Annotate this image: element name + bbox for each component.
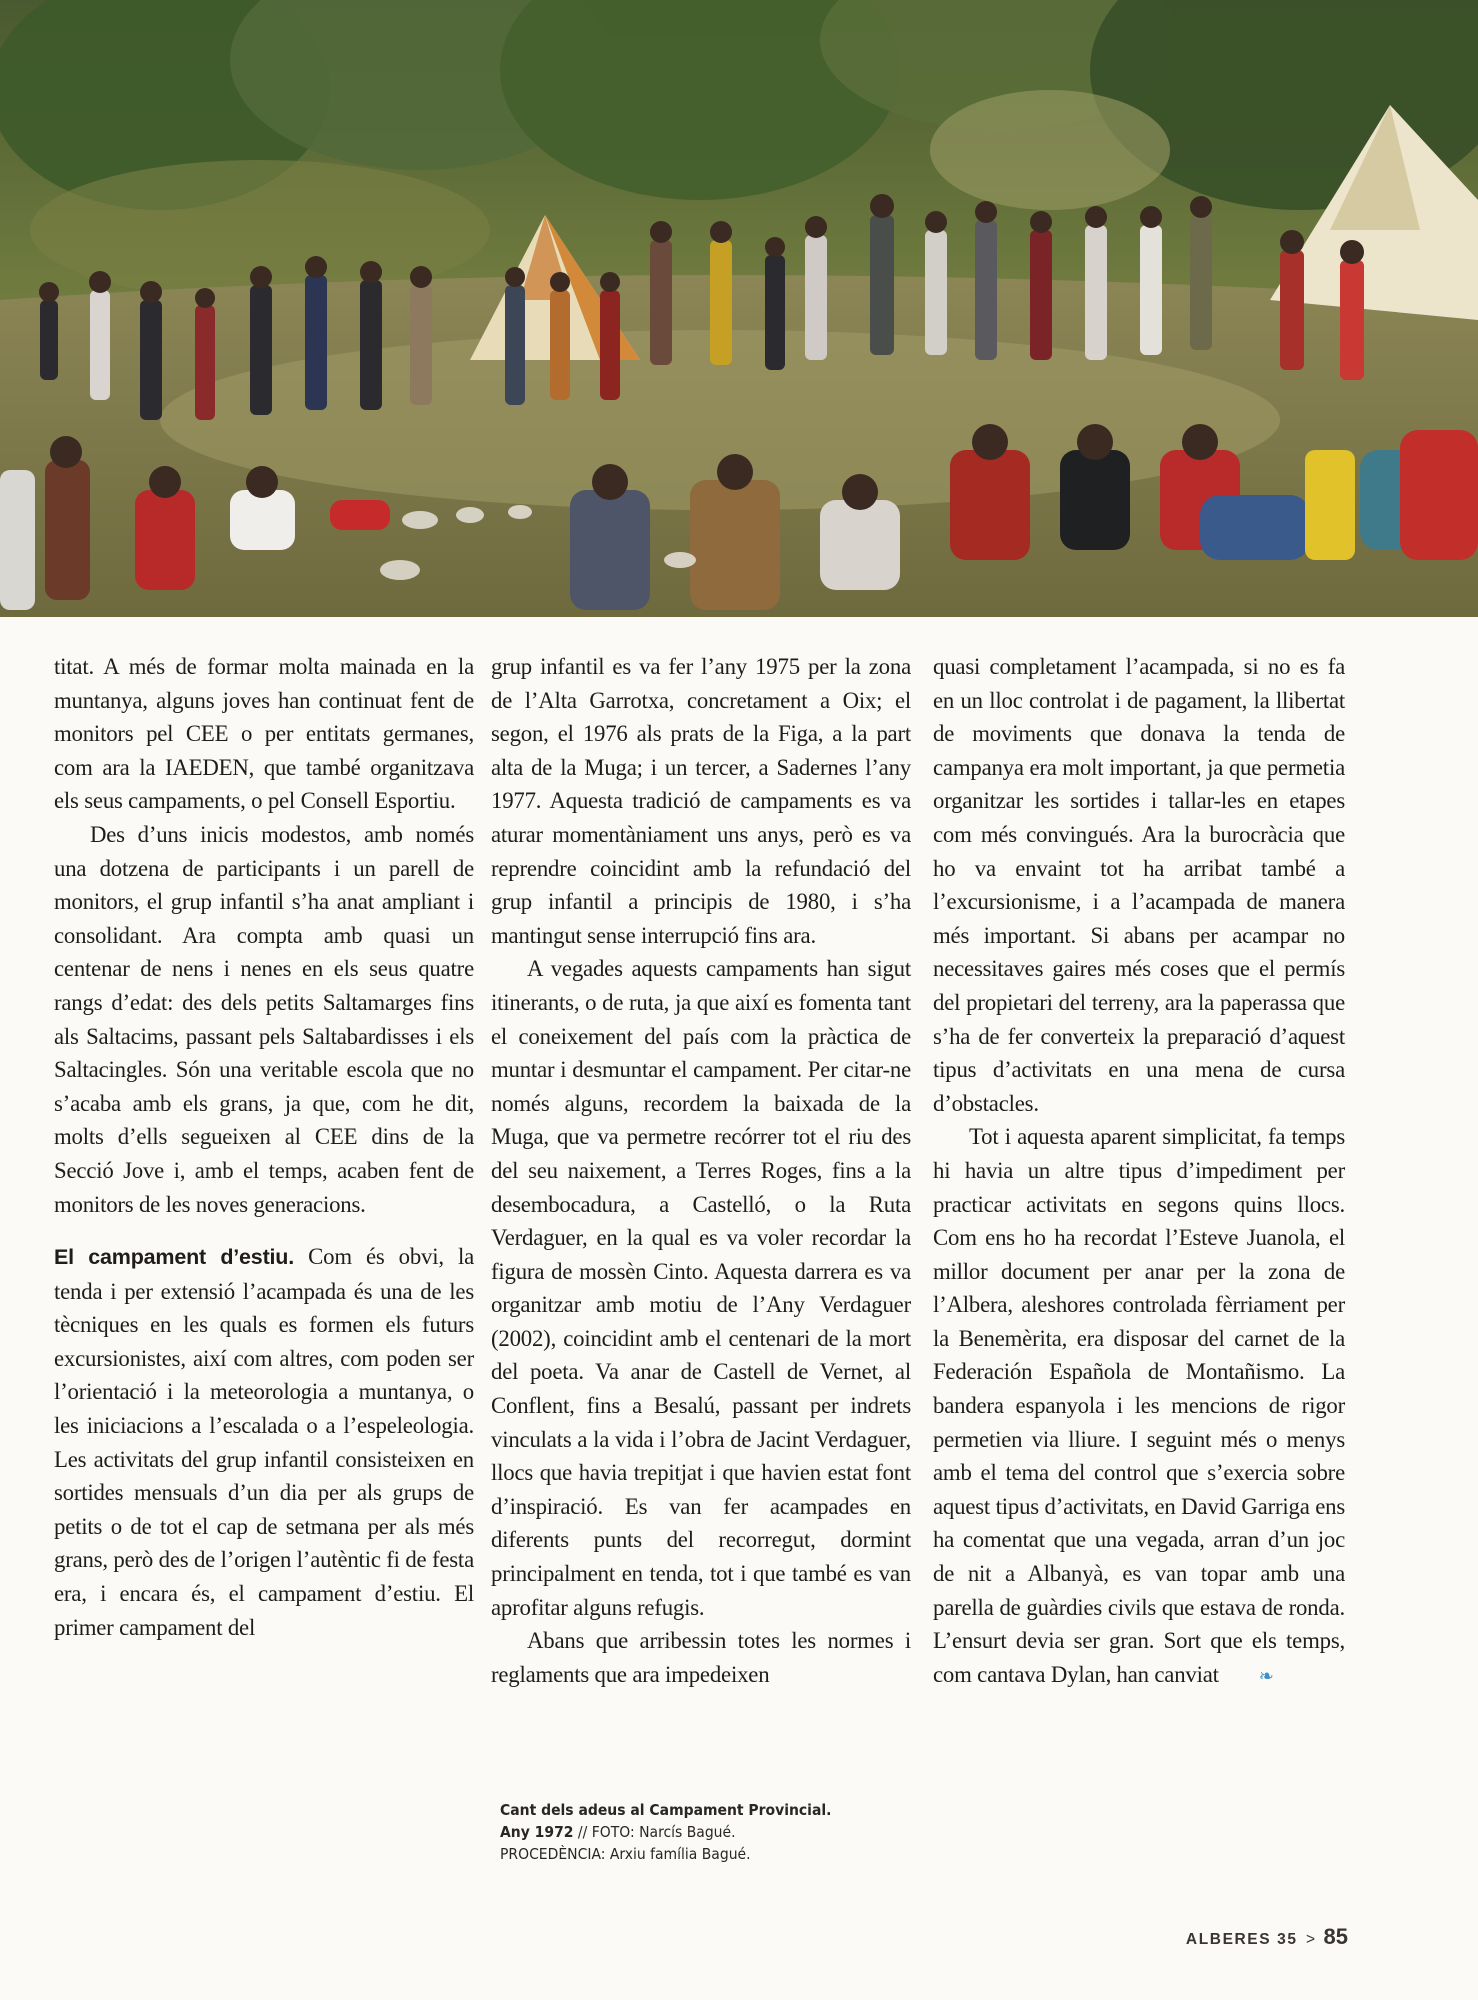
paragraph-text: Tot i aquesta aparent simplicitat, fa temps hi havia un altre tipus d’impediment per practicar activitats en segons quins llocs. Com ens ho ha recordat l’Esteve Juanola, el millor document per anar per la zona de l’Albera, aleshores controlada fèrriament per la Benemèrita, era disposar del carnet de la Federación Española de Montañismo. La bandera espanyola i les mencions de rigor permetien via lliure. I seguint més o menys amb el tema del control que s’exercia sobre aquest tipus d’activitats, en David Garriga ens ha comentat que una vegada, arran d’un joc de nit a Albanyà, es van topar amb una parella de guàrdies civils que estava de ronda. L’ensurt devia ser gran. Sort que els temps, com cantava Dylan, han canviat	[933, 1124, 1345, 1687]
footer-separator: >	[1306, 1931, 1316, 1948]
caption-title: Cant dels adeus al Campament Provincial.	[500, 1801, 832, 1819]
paragraph: Abans que arribessin totes les normes i reglaments que ara impedeixen	[491, 1628, 911, 1687]
caption-photo-label: // FOTO:	[577, 1823, 635, 1841]
paragraph: quasi completament l’acampada, si no es fa en un lloc controlat i de pagament, la llibertat de moviments que donava la tenda de campanya era molt important, ja que permetia organitzar les sortides i tallar-les en etapes com més convingués. Ara la burocràcia que ho va envaint tot ha arribat també a l’excursionisme, i a l’acampada de manera més important. Si abans per acampar no necessitaves gaires més coses que el permís del propietari del terreny, ara la paperassa que s’ha de fer converteix la preparació d’aquest tipus d’activitats en una mena de cursa d’obstacles.	[933, 654, 1345, 1116]
caption-year: Any 1972	[500, 1823, 574, 1841]
text-column-2	[491, 650, 911, 1691]
paragraph: grup infantil es va fer l’any 1975 per la zona de l’Alta Garrotxa, concretament a Oix; el segon, el 1976 als prats de la Figa, a la part alta de la Muga; i un tercer, a Sadernes l’any 1977. Aquesta tradició de campaments es va aturar momentàniament uns anys, però es va reprendre coincidint amb la refundació del grup infantil a principis de 1980, i s’ha mantingut sense interrupció fins ara.	[491, 654, 911, 948]
magazine-name: ALBERES 35	[1185, 1931, 1298, 1948]
paragraph: titat. A més de formar molta mainada en la muntanya, alguns joves han continuat fent de monitors pel CEE o per entitats germanes, com ara la IAEDEN, que també organitzava els seus campaments, o pel Consell Esportiu.	[54, 654, 474, 814]
paragraph	[933, 1120, 1345, 1693]
text-column-1	[54, 650, 474, 1644]
caption-photographer: Narcís Bagué.	[639, 1823, 736, 1841]
text-column-3	[933, 650, 1345, 1693]
page-footer	[1186, 1924, 1348, 1950]
caption-source: Arxiu família Bagué.	[609, 1845, 751, 1863]
photo-caption	[500, 1799, 920, 1865]
section-heading: El campament d’estiu.	[54, 1245, 295, 1270]
end-of-article-icon: ❧	[1258, 1665, 1274, 1687]
page-number: 85	[1323, 1924, 1348, 1949]
section-paragraph	[54, 1240, 474, 1644]
campament-photo	[0, 0, 1478, 617]
paragraph: Des d’uns inicis modestos, amb només una dotzena de participants i un parell de monitors, el grup infantil s’ha anat ampliant i consolidant. Ara compta amb quasi un centenar de nens i nenes en els seus quatre rangs d’edat: des dels petits Saltamarges fins als Saltacims, passant pels Saltabardisses i els Saltacingles. Són una veritable escola que no s’acaba amb els grans, ja que, com he dit, molts d’ells segueixen al CEE dins de la Secció Jove i, amb el temps, acaben fent de monitors de les noves generacions.	[54, 821, 474, 1217]
caption-source-label: PROCEDÈNCIA:	[500, 1845, 606, 1863]
paragraph-text: Com és obvi, la tenda i per extensió l’acampada és una de les tècniques en les quals es formen els futurs excursionistes, així com altres, com poden ser l’orientació i la meteorologia a muntanya, o les iniciacions a l’escalada o a l’espeleologia. Les activitats del grup infantil consisteixen en sortides mensuals d’un dia per als grups de petits o de tot el cap de setmana per als més grans, però des de l’origen l’autèntic fi de festa era, i encara és, el campament d’estiu. El primer campament del	[54, 1244, 475, 1640]
paragraph: A vegades aquests campaments han sigut itinerants, o de ruta, ja que així es fomenta tant el coneixement del país com la pràctica de muntar i desmuntar el campament. Per citar-ne només alguns, recordem la baixada de la Muga, que va permetre recórrer tot el riu des del seu naixement, a Terres Roges, fins a la desembocadura, a Castelló, o la Ruta Verdaguer, en la qual es va voler recordar la figura de mossèn Cinto. Aquesta darrera es va organitzar amb motiu de l’Any Verdaguer (2002), coincidint amb el centenari de la mort del poeta. Va anar de Castell de Vernet, al Conflent, fins a Besalú, passant per indrets vinculats a la vida i l’obra de Jacint Verdaguer, llocs que havia trepitjat i que havien estat font d’inspiració. Es van fer acampades en diferents punts del recorregut, dormint principalment en tenda, tot i que també es van aprofitar alguns refugis.	[491, 956, 911, 1620]
